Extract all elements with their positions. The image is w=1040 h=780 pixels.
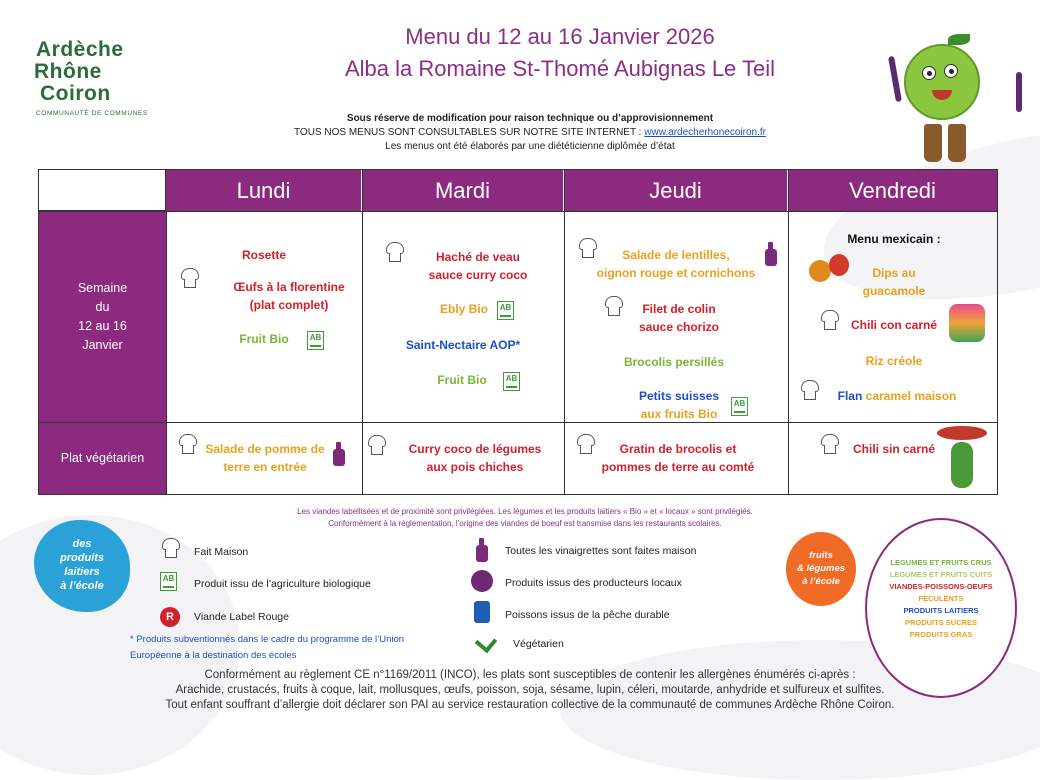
- food-group: VIANDES-POISSONS-OEUFS: [889, 582, 993, 591]
- bio-label-icon: AB: [731, 397, 748, 416]
- dish-word: Flan: [837, 389, 863, 403]
- chef-hat-icon: [386, 242, 404, 264]
- logo-line: Rhône: [34, 60, 102, 83]
- day-header-jeudi: Jeudi: [564, 170, 788, 211]
- vinaigrette-bottle-icon: [765, 242, 777, 266]
- mardi-veg: [387, 440, 563, 476]
- mardi-saint-nectaire: Saint-Nectaire AOP*: [405, 338, 521, 352]
- site-note: [250, 126, 810, 140]
- chef-hat-icon: [821, 310, 839, 332]
- footnote: [240, 506, 810, 530]
- legend-locaux: Produits issus des producteurs locaux: [505, 577, 682, 589]
- boots-icon: [922, 124, 970, 166]
- legend-label-rouge: Viande Label Rouge: [194, 611, 289, 623]
- label-rouge-icon: R: [160, 607, 180, 627]
- chef-hat-icon: [181, 268, 199, 290]
- maracas-icon: [829, 254, 849, 276]
- food-group: PRODUITS SUCRES: [904, 618, 978, 627]
- allergen-line: Arachide, crustacés, fruits à coque, lait, mollusques, œufs, poisson, soja, sésame, lupin, céleri, moutarde, anhydride et sulfureux et sulfites.: [175, 684, 885, 696]
- ardeche-rhone-coiron-logo: [26, 28, 156, 120]
- vendredi-dips: [854, 264, 934, 300]
- row-divider: [39, 422, 997, 423]
- table-corner: [39, 170, 166, 211]
- vegetarian-check-icon: [475, 631, 498, 654]
- vendredi-theme: Menu mexicain :: [847, 232, 941, 246]
- bubble-text: fruits: [809, 550, 833, 561]
- bubble-text: des: [72, 538, 92, 550]
- logo-line: Coiron: [40, 82, 111, 105]
- dish-line: Œufs à la florentine: [233, 280, 345, 294]
- jeudi-brocolis: Brocolis persillés: [623, 355, 725, 369]
- chef-hat-icon: [821, 434, 839, 456]
- header-divider: [39, 211, 997, 212]
- chef-hat-icon: [179, 434, 197, 456]
- food-group: FECULENTS: [918, 594, 964, 603]
- allergen-notice: [100, 668, 960, 713]
- mardi-ebly-bio: Ebly Bio: [439, 302, 488, 316]
- subvention-line: * Produits subventionnés dans le cadre du programme de l’Union: [130, 634, 405, 645]
- legend-bio: Produit issu de l’agriculture biologique: [194, 578, 371, 590]
- food-group: PRODUITS LAITIERS: [903, 606, 979, 615]
- logo-subtitle: COMMUNAUTÉ DE COMMUNES: [36, 110, 148, 117]
- bio-label-icon: AB: [503, 372, 520, 391]
- bio-label-icon: AB: [307, 331, 324, 350]
- site-link[interactable]: www.ardecherhonecoiron.fr: [644, 127, 766, 138]
- dish-word: caramel maison: [865, 389, 957, 403]
- lundi-fruit-bio: Fruit Bio: [239, 332, 289, 346]
- bubble-text: laitiers: [64, 566, 100, 578]
- dish-line: Salade de lentilles,: [622, 248, 730, 262]
- bio-label-icon: AB: [497, 301, 514, 320]
- footnote-line: Les viandes labellisées et de proximité sont privilégiées. Les légumes et les produits laitiers « Bio » et « locaux » sont privilégiés.: [297, 507, 753, 516]
- jeudi-veg: [589, 440, 767, 476]
- subvention-line: Européenne à la destination des écoles: [130, 650, 297, 661]
- legend-vegetarien: Végétarien: [513, 638, 564, 650]
- dish-line: sauce curry coco: [428, 268, 528, 282]
- logo-line: Ardèche: [36, 38, 124, 61]
- jeudi-filet-colin: [619, 300, 739, 336]
- bubble-text: à l’école: [802, 576, 840, 587]
- bubble-text: à l’école: [60, 580, 104, 592]
- vendredi-chili-con-carne: Chili con carné: [850, 318, 938, 332]
- vendredi-riz: Riz créole: [865, 354, 923, 368]
- chef-hat-icon: [368, 435, 386, 457]
- menu-table: [38, 169, 998, 495]
- column-divider: [564, 170, 565, 494]
- dish-line: terre en entrée: [223, 460, 307, 474]
- chef-hat-icon: [801, 380, 819, 402]
- column-divider: [788, 170, 789, 494]
- row-label-line: Janvier: [82, 337, 123, 352]
- vinaigrette-bottle-icon: [476, 538, 488, 562]
- dish-line: Gratin de brocolis et: [619, 442, 737, 456]
- lundi-veg: [199, 440, 331, 476]
- dish-line: aux pois chiches: [426, 460, 524, 474]
- dish-line: guacamole: [862, 284, 926, 298]
- fruits-legumes-ecole-logo: [786, 532, 856, 606]
- knife-icon: [888, 56, 902, 102]
- dish-line: Salade de pomme de: [205, 442, 325, 456]
- food-group: PRODUITS GRAS: [909, 630, 973, 639]
- row-label-line: 12 au 16: [78, 318, 127, 333]
- day-header-mardi: Mardi: [362, 170, 564, 211]
- footnote-line: Conformément à la réglementation, l’origine des viandes de boeuf est transmise dans les restaurants scolaires.: [328, 519, 722, 528]
- dish-line: Filet de colin: [642, 302, 716, 316]
- row-label-line: du: [95, 299, 110, 314]
- chef-hat-icon: [162, 538, 180, 560]
- dish-line: oignon rouge et cornichons: [596, 266, 756, 280]
- bubble-text: & légumes: [796, 563, 846, 574]
- dish-line: Petits suisses: [638, 389, 720, 403]
- sustainable-fish-icon: [474, 601, 490, 623]
- dish-line: Curry coco de légumes: [408, 442, 542, 456]
- notes: [250, 112, 810, 154]
- food-group: LEGUMES ET FRUITS CRUS: [890, 558, 992, 567]
- day-header-lundi: Lundi: [166, 170, 362, 211]
- column-divider: [362, 170, 363, 494]
- subvention-note: [130, 632, 470, 664]
- menu-title: Menu du 12 au 16 Janvier 2026: [405, 24, 715, 49]
- apple-mascot: [904, 38, 980, 128]
- allergen-line: Tout enfant souffrant d’allergie doit déclarer son PAI au service restauration collective de la communauté de communes Ardèche Rhône Coiron.: [165, 699, 895, 711]
- local-producer-icon: [471, 570, 493, 592]
- maracas-icon: [809, 260, 831, 282]
- jeudi-petits-suisses: [619, 387, 739, 423]
- sombrero-icon: [937, 426, 987, 440]
- dish-line: pommes de terre au comté: [601, 460, 755, 474]
- day-header-vendredi: Vendredi: [788, 170, 997, 211]
- bubble-text: produits: [60, 552, 104, 564]
- fork-icon: [1016, 72, 1022, 112]
- dish-line: aux fruits Bio: [640, 407, 718, 421]
- jeudi-salade-lentilles: [587, 246, 765, 282]
- site-prefix: TOUS NOS MENUS SONT CONSULTABLES SUR NOTRE SITE INTERNET :: [294, 127, 645, 138]
- food-group: LEGUMES ET FRUITS CUITS: [889, 570, 993, 579]
- row-label-week: [39, 211, 166, 422]
- legend-fait-maison: Fait Maison: [194, 546, 249, 558]
- bio-label-icon: AB: [160, 572, 177, 591]
- dish-line: Haché de veau: [435, 250, 521, 264]
- vendredi-flan: [827, 387, 967, 405]
- reserve-note: Sous réserve de modification pour raison technique ou d’approvisionnement: [346, 113, 714, 124]
- lundi-rosette: Rosette: [241, 248, 286, 262]
- row-label-line: Semaine: [77, 280, 128, 295]
- dietitian-note: Les menus ont été élaborés par une diététicienne diplômée d’état: [385, 141, 675, 152]
- legend-vinaigrettes: Toutes les vinaigrettes sont faites maison: [505, 545, 697, 557]
- legend-poissons: Poissons issus de la pêche durable: [505, 609, 670, 621]
- dish-line: Dips au: [872, 266, 916, 280]
- mardi-fruit-bio: Fruit Bio: [437, 373, 487, 387]
- cactus-icon: [951, 442, 973, 488]
- dish-line: (plat complet): [249, 298, 329, 312]
- row-label-vegetarian: Plat végétarien: [39, 423, 166, 494]
- vinaigrette-bottle-icon: [333, 442, 345, 466]
- dish-line: sauce chorizo: [638, 320, 720, 334]
- menu-subtitle: Alba la Romaine St-Thomé Aubignas Le Teil: [344, 56, 776, 81]
- pinata-icon: [949, 304, 985, 342]
- allergen-line: Conformément au règlement CE n°1169/2011 (INCO), les plats sont susceptibles de contenir les allergènes énumérés ci-après :: [204, 669, 856, 681]
- mardi-hache-veau: [403, 248, 553, 284]
- vendredi-veg: Chili sin carné: [852, 442, 936, 456]
- lundi-oeufs: [209, 278, 369, 314]
